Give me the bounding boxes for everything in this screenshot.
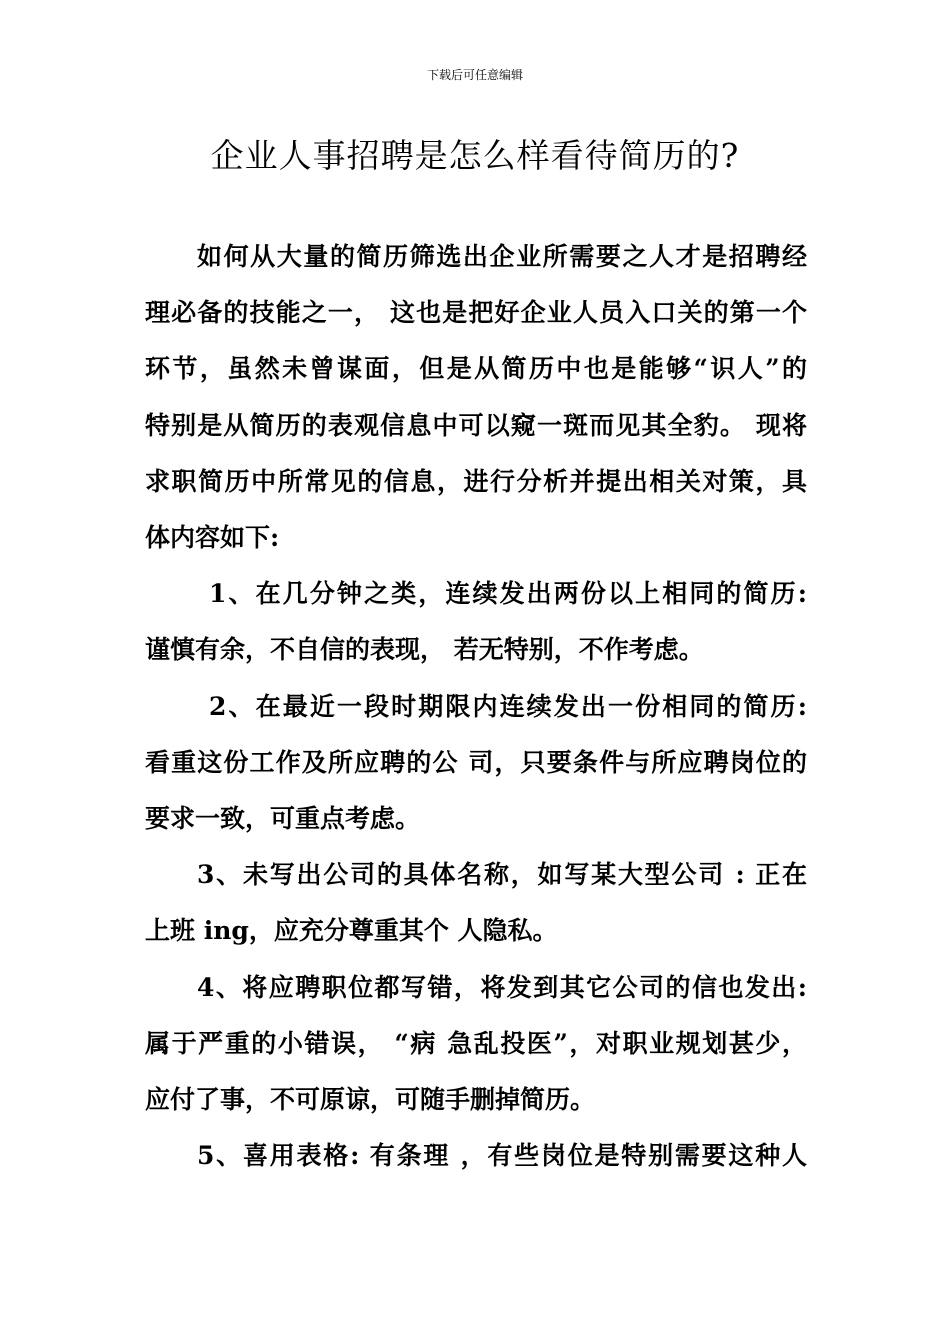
body-line: 如何从大量的简历筛选出企业所需要之人才是招聘经 (197, 242, 807, 271)
body-line: 1、在几分钟之类，连续发出两份以上相同的简历: (209, 579, 807, 609)
body-line: 3、未写出公司的具体名称，如写某大型公司 : 正在 (197, 860, 807, 890)
body-line: 理必备的技能之一， 这也是把好企业人员入口关的第一个 (145, 298, 807, 328)
document-title: 企业人事招聘是怎么样看待简历的? (210, 136, 740, 175)
body-line: 4、将应聘职位都写错，将发到其它公司的信也发出: (197, 972, 807, 1002)
body-line: 体内容如下: (145, 523, 280, 552)
body-line: 2、在最近一段时期限内连续发出一份相同的简历: (209, 691, 807, 721)
body-line: 环节，虽然未曾谋面，但是从简历中也是能够“识人”的 (145, 354, 807, 384)
body-line: 求职简历中所常见的信息，进行分析并提出相关对策，具 (145, 466, 807, 496)
body-line: 上班 ing，应充分尊重其个 人隐私。 (145, 916, 558, 946)
header-note: 下载后可任意编辑 (426, 68, 523, 82)
body-line: 要求一致，可重点考虑。 (145, 804, 421, 833)
body-line: 谨慎有余，不自信的表现， 若无特别，不作考虑。 (145, 635, 704, 665)
body-line: 看重这份工作及所应聘的公 司，只要条件与所应聘岗位的 (145, 747, 807, 777)
body-line: 5、喜用表格: 有条理 ，有些岗位是特别需要这种人 (197, 1141, 807, 1171)
body-line: 特别是从简历的表观信息中可以窥一斑而见其全豹。 现将 (145, 410, 807, 440)
body-line: 应付了事，不可原谅，可随手删掉简历。 (145, 1085, 596, 1114)
body-line: 属于严重的小错误， “病 急乱投医”，对职业规划甚少， (145, 1028, 807, 1058)
